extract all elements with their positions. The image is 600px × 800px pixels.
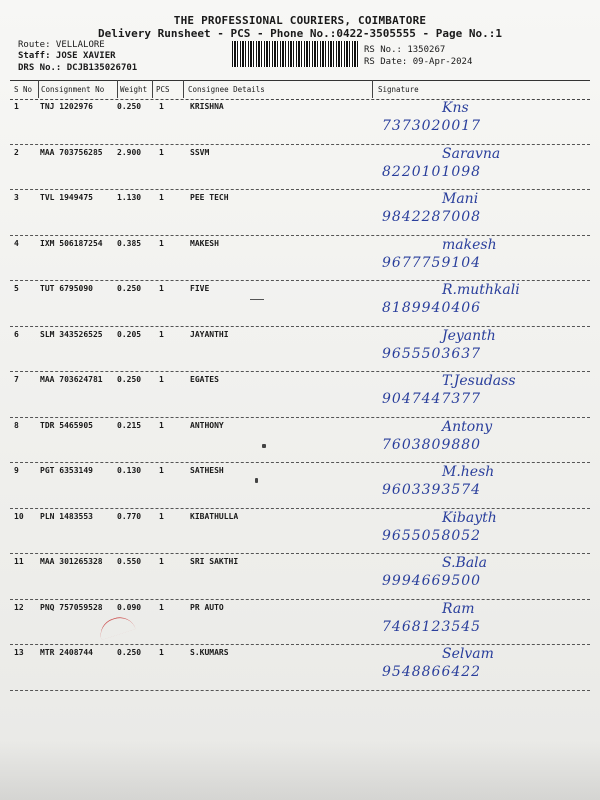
table-row: [10, 235, 590, 282]
handwritten-phone: 9655503637: [382, 345, 482, 362]
table-row: [10, 326, 590, 373]
row-consignment-no: TDR 5465905: [40, 420, 93, 430]
signature-cell: [382, 371, 587, 417]
row-weight: 0.250: [117, 375, 142, 384]
handwritten-signature: Kns: [442, 100, 469, 116]
signature-cell: [382, 553, 587, 599]
header-divider: [38, 80, 39, 98]
handwritten-phone: 7603809880: [382, 436, 482, 453]
handwritten-phone: 7373020017: [382, 118, 482, 134]
handwritten-phone: 9994669500: [382, 573, 482, 589]
signature-cell: [382, 144, 587, 190]
row-consignee: SRI SAKTHI: [190, 557, 239, 566]
handwritten-signature: Mani: [442, 191, 479, 207]
handwritten-phone: 8220101098: [382, 163, 482, 180]
row-consignee: FIVE: [190, 284, 210, 293]
row-sno: 11: [14, 557, 24, 566]
row-pcs: 1: [159, 238, 164, 248]
handwritten-signature: makesh: [442, 236, 497, 253]
signature-cell: [382, 326, 587, 372]
handwritten-phone: 8189940406: [382, 300, 482, 316]
table-row: [10, 98, 590, 145]
row-consignment-no: MAA 301265328: [40, 557, 103, 566]
row-consignment-no: TVL 1949475: [40, 193, 93, 202]
signature-cell: [382, 189, 587, 235]
col-consignment: Consignment No: [41, 85, 105, 94]
row-pcs: 1: [159, 466, 164, 475]
ink-mark: [250, 299, 264, 300]
row-sno: 8: [14, 420, 19, 430]
row-consignment-no: MTR 2408744: [40, 648, 93, 657]
row-pcs: 1: [159, 420, 164, 430]
row-pcs: 1: [159, 102, 164, 111]
row-consignee: MAKESH: [190, 238, 219, 248]
row-consignment-no: MAA 703624781: [40, 375, 103, 384]
row-weight: 0.205: [117, 329, 142, 339]
signature-cell: [382, 508, 587, 554]
table-header: [10, 80, 590, 100]
col-signature: Signature: [378, 85, 419, 94]
row-consignee: JAYANTHI: [190, 329, 229, 339]
row-weight: 2.900: [117, 147, 142, 157]
row-sno: 3: [14, 193, 19, 202]
row-consignee: SSVM: [190, 147, 210, 157]
row-consignee: EGATES: [190, 375, 219, 384]
row-weight: 0.770: [117, 511, 142, 521]
row-sno: 5: [14, 284, 19, 293]
signature-cell: [382, 462, 587, 508]
signature-cell: [382, 417, 587, 463]
handwritten-phone: 9677759104: [382, 254, 482, 271]
route-label: Route: VELLALORE: [18, 40, 105, 50]
row-pcs: 1: [159, 602, 164, 612]
row-consignment-no: PLN 1483553: [40, 511, 93, 521]
row-consignment-no: PGT 6353149: [40, 466, 93, 475]
row-weight: 0.130: [117, 466, 142, 475]
row-sno: 1: [14, 102, 19, 111]
row-consignee: SATHESH: [190, 466, 224, 475]
signature-cell: [382, 235, 587, 281]
row-consignee: PEE TECH: [190, 193, 229, 202]
table-row: [10, 280, 590, 327]
signature-cell: [382, 98, 587, 144]
row-pcs: 1: [159, 648, 164, 657]
row-weight: 0.215: [117, 420, 142, 430]
paper-shadow: [0, 740, 600, 800]
row-sno: 6: [14, 329, 19, 339]
row-sno: 13: [14, 648, 24, 657]
row-sno: 10: [14, 511, 24, 521]
runsheet-subtitle: Delivery Runsheet - PCS - Phone No.:0422-3505555 - Page No.:1: [98, 27, 502, 40]
row-consignment-no: IXM 506187254: [40, 238, 103, 248]
handwritten-signature: R.muthkali: [442, 282, 520, 298]
header-divider: [117, 80, 118, 98]
row-pcs: 1: [159, 193, 164, 202]
handwritten-signature: Selvam: [442, 646, 494, 662]
row-consignment-no: TUT 6795090: [40, 284, 93, 293]
col-pcs: PCS: [156, 85, 170, 94]
row-pcs: 1: [159, 147, 164, 157]
table-row: [10, 371, 590, 418]
row-weight: 1.130: [117, 193, 142, 202]
col-weight: Weight: [120, 85, 148, 94]
row-weight: 0.250: [117, 284, 142, 293]
handwritten-signature: T.Jesudass: [442, 373, 516, 389]
row-sno: 4: [14, 238, 19, 248]
row-sno: 12: [14, 602, 24, 612]
rs-number: RS No.: 1350267: [364, 45, 446, 55]
handwritten-signature: Kibayth: [442, 509, 497, 526]
table-row: [10, 144, 590, 191]
staff-label: Staff: JOSE XAVIER: [18, 51, 116, 61]
header-divider: [372, 80, 373, 98]
table-row: [10, 599, 590, 646]
handwritten-signature: Jeyanth: [442, 327, 496, 344]
handwritten-phone: 9047447377: [382, 391, 482, 407]
handwritten-signature: Ram: [442, 600, 475, 617]
handwritten-phone: 9548866422: [382, 664, 482, 680]
col-consignee: Consignee Details: [188, 85, 265, 94]
row-pcs: 1: [159, 375, 164, 384]
row-weight: 0.250: [117, 102, 142, 111]
row-consignee: KIBATHULLA: [190, 511, 239, 521]
table-row: [10, 417, 590, 464]
handwritten-signature: M.hesh: [442, 464, 495, 480]
row-pcs: 1: [159, 329, 164, 339]
drs-number: DRS No.: DCJB135026701: [18, 63, 138, 73]
ink-speck: [262, 444, 266, 448]
handwritten-signature: Antony: [442, 418, 493, 435]
handwritten-phone: 9842287008: [382, 209, 482, 225]
row-consignment-no: TNJ 1202976: [40, 102, 93, 111]
row-consignee: KRISHNA: [190, 102, 224, 111]
table-row: [10, 644, 590, 691]
handwritten-phone: 7468123545: [382, 618, 482, 635]
row-weight: 0.550: [117, 557, 142, 566]
row-consignee: PR AUTO: [190, 602, 224, 612]
table-row: [10, 462, 590, 509]
handwritten-signature: Saravna: [442, 145, 501, 162]
signature-cell: [382, 280, 587, 326]
rs-date: RS Date: 09-Apr-2024: [364, 57, 473, 67]
row-consignment-no: MAA 703756285: [40, 147, 103, 157]
ink-speck: [255, 478, 258, 483]
row-pcs: 1: [159, 557, 164, 566]
row-weight: 0.250: [117, 648, 142, 657]
handwritten-signature: S.Bala: [442, 555, 488, 571]
handwritten-phone: 9603393574: [382, 482, 482, 498]
row-pcs: 1: [159, 284, 164, 293]
row-consignment-no: SLM 343526525: [40, 329, 103, 339]
row-sno: 2: [14, 147, 19, 157]
table-row: [10, 189, 590, 236]
col-sno: S No: [14, 85, 33, 94]
row-consignment-no: PNQ 757059528: [40, 602, 103, 612]
row-pcs: 1: [159, 511, 164, 521]
row-sno: 7: [14, 375, 19, 384]
row-weight: 0.090: [117, 602, 142, 612]
row-weight: 0.385: [117, 238, 142, 248]
handwritten-phone: 9655058052: [382, 527, 482, 544]
company-title: THE PROFESSIONAL COURIERS, COIMBATORE: [173, 14, 427, 27]
table-row: [10, 553, 590, 600]
row-sno: 9: [14, 466, 19, 475]
table-row: [10, 508, 590, 555]
header-divider: [152, 80, 153, 98]
signature-cell: [382, 644, 587, 690]
row-consignee: S.KUMARS: [190, 648, 229, 657]
signature-cell: [382, 599, 587, 645]
barcode-icon: [232, 41, 360, 67]
header-divider: [183, 80, 184, 98]
row-consignee: ANTHONY: [190, 420, 224, 430]
